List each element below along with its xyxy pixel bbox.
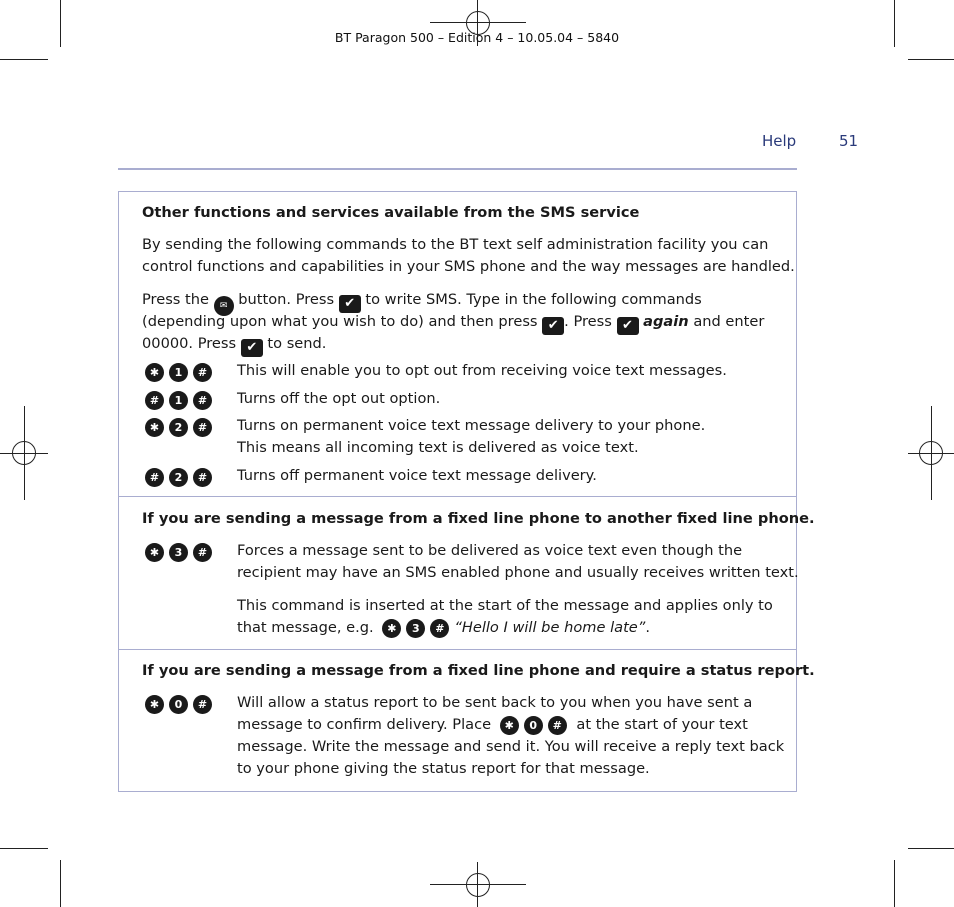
section2-title: If you are sending a message from a fixed line phone to another fixed line phone. xyxy=(142,510,815,527)
header-rule xyxy=(118,168,797,170)
section-divider xyxy=(119,496,796,497)
tick-icon: ✔ xyxy=(542,317,564,335)
key-sequence xyxy=(145,390,217,410)
crop-mark xyxy=(894,860,895,907)
digit-key-icon: 0 xyxy=(524,716,543,735)
command-description: Turns off permanent voice text message delivery. xyxy=(237,467,597,484)
digit-key-icon: 0 xyxy=(169,695,188,714)
press-text: (depending upon what you wish to do) and then press xyxy=(142,313,538,330)
section3-text: message to confirm delivery. Place xyxy=(237,716,492,733)
crop-mark xyxy=(0,59,48,60)
hash-key-icon: # xyxy=(145,391,164,410)
section3-text: message. Write the message and send it. You will receive a reply text back xyxy=(237,738,785,755)
command-description: This means all incoming text is delivered as voice text. xyxy=(237,439,639,456)
key-sequence xyxy=(145,542,217,562)
key-sequence xyxy=(145,362,217,382)
press-line xyxy=(142,311,764,335)
section2-text: This command is inserted at the start of the message and applies only to xyxy=(237,597,773,614)
tick-icon: ✔ xyxy=(241,339,263,357)
press-text: . Press xyxy=(564,313,612,330)
tick-icon: ✔ xyxy=(339,295,361,313)
press-text: and enter xyxy=(693,313,765,330)
section-divider xyxy=(119,649,796,650)
hash-key-icon: # xyxy=(193,363,212,382)
section1-intro-line: control functions and capabilities in your SMS phone and the way messages are handled. xyxy=(142,258,795,275)
key-sequence xyxy=(145,467,217,487)
section1-intro-line: By sending the following commands to the BT text self administration facility you can xyxy=(142,236,769,253)
hash-key-icon: # xyxy=(145,468,164,487)
star-key-icon: ✱ xyxy=(145,695,164,714)
help-panel xyxy=(118,191,815,792)
envelope-icon: ✉ xyxy=(214,296,234,316)
press-text: to send. xyxy=(267,335,327,352)
star-key-icon: ✱ xyxy=(145,543,164,562)
edition-line: BT Paragon 500 – Edition 4 – 10.05.04 – 5840 xyxy=(334,30,620,45)
star-key-icon: ✱ xyxy=(382,619,401,638)
registration-circle-icon xyxy=(466,873,490,897)
section2-text: that message, e.g. xyxy=(237,619,374,636)
hash-key-icon: # xyxy=(193,418,212,437)
command-description: Turns on permanent voice text message delivery to your phone. xyxy=(237,417,706,434)
press-line xyxy=(142,333,326,357)
crop-mark xyxy=(908,59,954,60)
star-key-icon: ✱ xyxy=(500,716,519,735)
section1-title: Other functions and services available from the SMS service xyxy=(142,204,640,221)
tick-icon: ✔ xyxy=(617,317,639,335)
registration-circle-icon xyxy=(919,441,943,465)
hash-key-icon: # xyxy=(193,391,212,410)
command-description: This will enable you to opt out from receiving voice text messages. xyxy=(237,362,727,379)
again-emphasis: again xyxy=(643,313,689,330)
section2-text: . xyxy=(645,619,650,636)
section2-example-line xyxy=(237,617,650,639)
section-title: Help xyxy=(762,132,797,150)
digit-key-icon: 3 xyxy=(169,543,188,562)
star-key-icon: ✱ xyxy=(145,363,164,382)
hash-key-icon: # xyxy=(548,716,567,735)
section3-text: Will allow a status report to be sent back to you when you have sent a xyxy=(237,694,753,711)
digit-key-icon: 2 xyxy=(169,468,188,487)
key-sequence xyxy=(145,694,217,714)
press-text: button. Press xyxy=(238,291,335,308)
section3-text: at the start of your text xyxy=(576,716,748,733)
crop-mark xyxy=(908,848,954,849)
hash-key-icon: # xyxy=(193,468,212,487)
hash-key-icon: # xyxy=(193,695,212,714)
page-number: 51 xyxy=(839,132,859,150)
key-sequence xyxy=(145,417,217,437)
hash-key-icon: # xyxy=(430,619,449,638)
hash-key-icon: # xyxy=(193,543,212,562)
star-key-icon: ✱ xyxy=(145,418,164,437)
registration-circle-icon xyxy=(12,441,36,465)
digit-key-icon: 3 xyxy=(406,619,425,638)
section3-inline-line xyxy=(237,714,748,736)
section3-text: to your phone giving the status report for that message. xyxy=(237,760,650,777)
crop-mark xyxy=(60,860,61,907)
command-description: Turns off the opt out option. xyxy=(237,390,441,407)
crop-mark xyxy=(0,848,48,849)
digit-key-icon: 1 xyxy=(169,391,188,410)
digit-key-icon: 2 xyxy=(169,418,188,437)
digit-key-icon: 1 xyxy=(169,363,188,382)
section3-title: If you are sending a message from a fixed line phone and require a status report. xyxy=(142,662,815,679)
press-text: to write SMS. Type in the following commands xyxy=(365,291,702,308)
example-message: “Hello I will be home late” xyxy=(454,619,646,636)
press-text: Press the xyxy=(142,291,209,308)
press-text: 00000. Press xyxy=(142,335,237,352)
section2-text: recipient may have an SMS enabled phone and usually receives written text. xyxy=(237,564,799,581)
section2-text: Forces a message sent to be delivered as voice text even though the xyxy=(237,542,743,559)
